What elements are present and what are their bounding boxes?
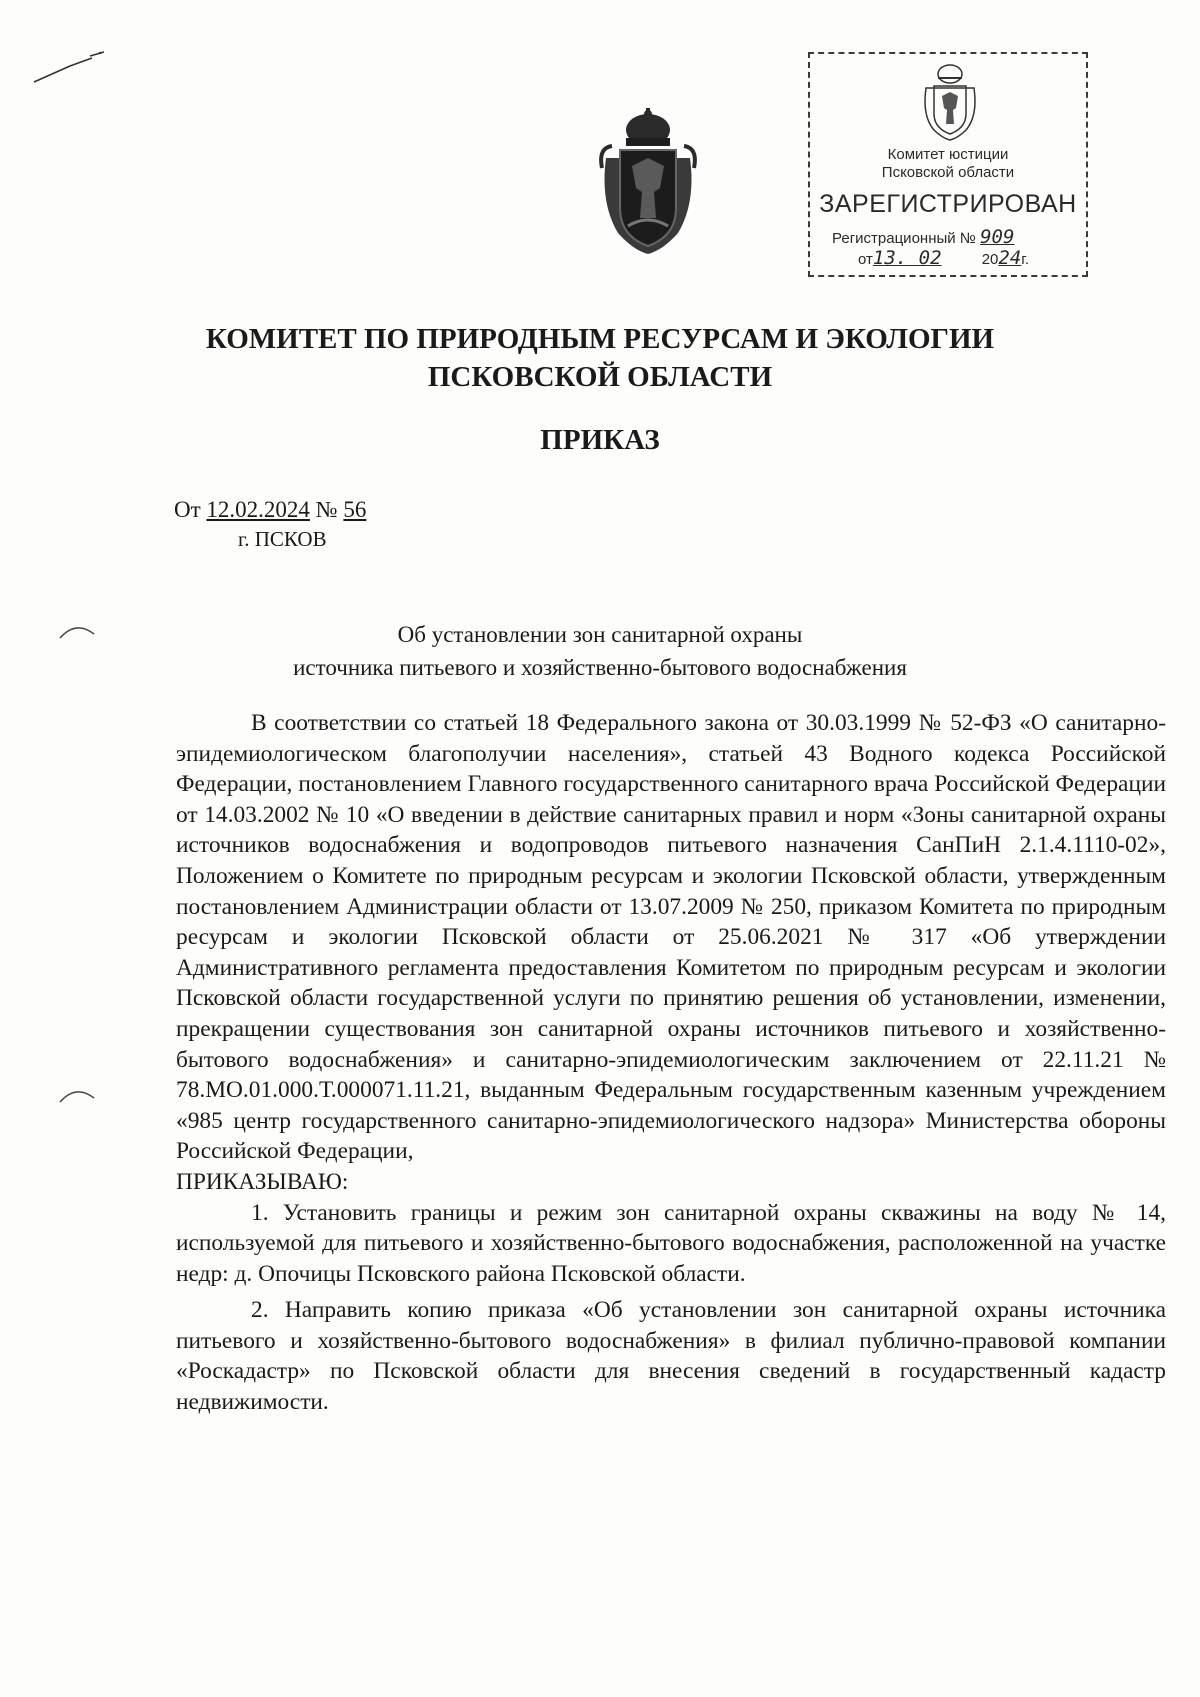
order-body [176, 708, 1166, 1418]
stamp-reg-label: Регистрационный № [832, 230, 976, 247]
document-type: ПРИКАЗ [540, 424, 660, 456]
stamp-reg-number: 909 [980, 226, 1015, 248]
order-item-2: 2. Направить копию приказа «Об установлении зон санитарной охраны источника питьевого и хозяйственно-бытового водоснабжения» в филиал публично-правовой компании «Роскадастр» по Псковской области для внесения сведений в государственный кадастр недвижимости. [176, 1297, 1166, 1416]
order-item-1: 1. Установить границы и режим зон санитарной охраны скважины на воду № 14, используемой для питьевого и хозяйственно-бытового водоснабжения, расположенной на участке недр: д. Опочицы Псковского района Псковской области. [176, 1199, 1166, 1287]
organization-title-line2: ПСКОВСКОЙ ОБЛАСТИ [427, 361, 773, 393]
stamp-org-line2: Псковской области [881, 164, 1015, 181]
stamp-org-line1: Комитет юстиции [887, 146, 1009, 163]
stamp-status: ЗАРЕГИСТРИРОВАН [819, 190, 1077, 218]
stamp-date [858, 247, 1029, 269]
stamp-registration-number [832, 226, 1014, 248]
order-subject-line1: Об установлении зон санитарной охраны [397, 622, 803, 647]
stamp-emblem-icon [920, 62, 980, 142]
order-from-label: От [174, 497, 201, 522]
order-subject-line2: источника питьевого и хозяйственно-бытового водоснабжения [293, 655, 907, 680]
order-date: 12.02.2024 [206, 497, 310, 522]
order-number: 56 [343, 497, 367, 522]
organization-title-line1: КОМИТЕТ ПО ПРИРОДНЫМ РЕСУРСАМ И ЭКОЛОГИИ [205, 323, 995, 355]
stamp-year-prefix: 20 [981, 251, 999, 268]
stamp-date-value: 13. 02 [872, 247, 942, 269]
order-city: г. ПСКОВ [238, 527, 327, 551]
stamp-year-suffix: г. [1021, 251, 1030, 268]
hole-punch-mark [58, 1084, 98, 1104]
pen-mark [30, 48, 110, 88]
stamp-year-value: 24 [998, 247, 1022, 269]
coat-of-arms-emblem [598, 108, 698, 258]
order-directive-word: ПРИКАЗЫВАЮ: [176, 1168, 349, 1195]
preamble-paragraph: В соответствии со статьей 18 Федерального закона от 30.03.1999 № 52-ФЗ «О санитарно-эпидемиологическом благополучии населения», статьей 43 Водного кодекса Российской Федерации, постановлением Главного государственного санитарного врача Российской Федерации от 14.03.2002 № 10 «О введении в действие санитарных правил и норм «Зоны санитарной охраны источников водоснабжения и водопроводов питьевого назначения СанПиН 2.1.4.1110-02», Положением о Комитете по природным ресурсам и экологии Псковской области, утвержденным постановлением Администрации области от 13.07.2009 № 250, приказом Комитета по природным ресурсам и экологии Псковской области от 25.06.2021 № 317 «Об утверждении Административного регламента предоставления Комитетом по природным ресурсам и экологии Псковской области государственной услуги по принятию решения об установлении, изменении, прекращении существования зон санитарной охраны источников питьевого и хозяйственно-бытового водоснабжения» и санитарно-эпидемиологическим заключением от 22.11.21 № 78.МО.01.000.Т.000071.11.21, выданным Федеральным государственным казенным учреждением «985 центр государственного санитарно-эпидемиологического надзора» Министерства обороны Российской Федерации, [176, 710, 1166, 1165]
organization-title [0, 320, 1200, 396]
order-date-number [174, 497, 366, 523]
stamp-date-prefix: от [858, 251, 873, 268]
order-subject [0, 618, 1200, 684]
order-number-label: № [315, 497, 338, 522]
registration-stamp [808, 52, 1088, 277]
